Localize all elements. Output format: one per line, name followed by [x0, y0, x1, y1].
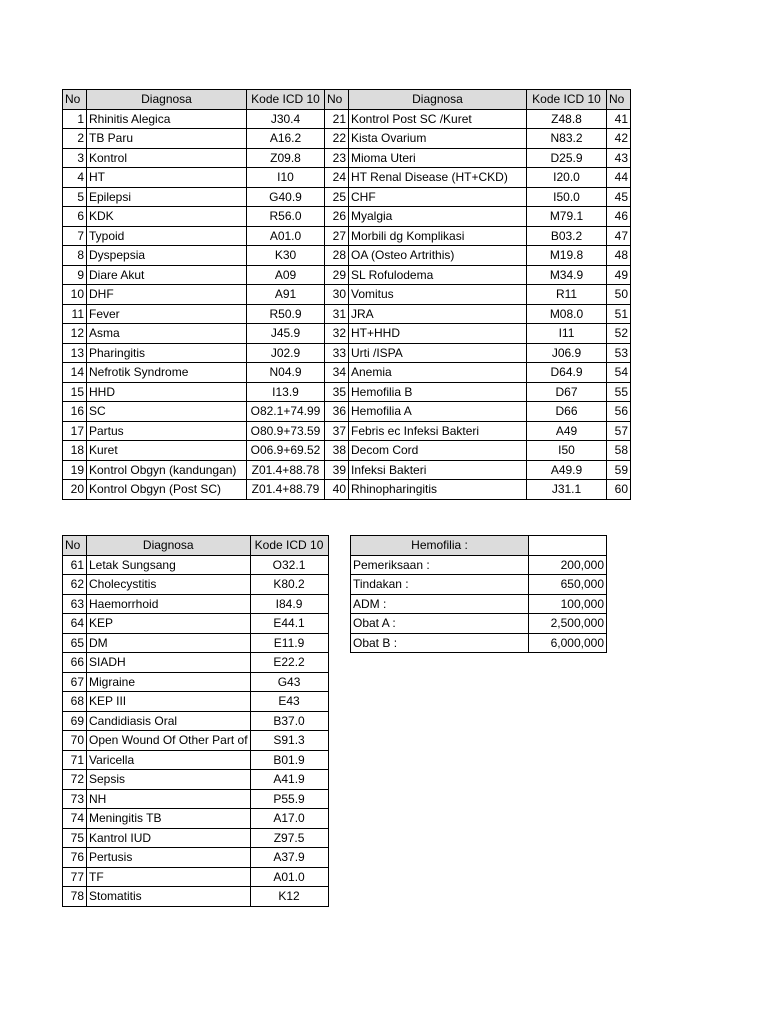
diagnosis-name: Partus	[87, 421, 247, 441]
row-number: 34	[325, 363, 349, 383]
icd-code: J30.4	[247, 109, 325, 129]
icd-code: G43	[250, 672, 328, 692]
cost-label: Pemeriksaan :	[351, 555, 529, 575]
icd-code: I13.9	[247, 382, 325, 402]
cost-label: ADM :	[351, 594, 529, 614]
table-row	[63, 324, 631, 344]
icd-code: K12	[250, 887, 328, 907]
icd-code: O32.1	[250, 555, 328, 575]
header-no: No	[63, 536, 87, 556]
diagnosis-name: Diare Akut	[87, 265, 247, 285]
diagnosis-name: TF	[87, 867, 251, 887]
icd-code: A17.0	[250, 809, 328, 829]
header-no: No	[607, 90, 631, 110]
icd-code: D64.9	[527, 363, 607, 383]
diagnosis-name: JRA	[349, 304, 527, 324]
row-number: 16	[63, 402, 87, 422]
diagnosis-name: Morbili dg Komplikasi	[349, 226, 527, 246]
diagnosis-name: Urti /ISPA	[349, 343, 527, 363]
table-row	[351, 614, 607, 634]
row-number: 25	[325, 187, 349, 207]
icd-code: A16.2	[247, 129, 325, 149]
table-row	[351, 633, 607, 653]
icd-code: R11	[527, 285, 607, 305]
row-number: 35	[325, 382, 349, 402]
icd-code: J06.9	[527, 343, 607, 363]
table-row	[63, 555, 329, 575]
row-number: 66	[63, 653, 87, 673]
table-row	[63, 207, 631, 227]
table-row	[63, 363, 631, 383]
diagnosis-name: Hemofilia A	[349, 402, 527, 422]
row-number: 22	[325, 129, 349, 149]
icd-code: B37.0	[250, 711, 328, 731]
icd-code: G40.9	[247, 187, 325, 207]
icd-code: E11.9	[250, 633, 328, 653]
diagnosis-name: SL Rofulodema	[349, 265, 527, 285]
icd-code: A41.9	[250, 770, 328, 790]
table-row	[351, 594, 607, 614]
cost-value: 200,000	[529, 555, 607, 575]
table-row	[63, 460, 631, 480]
diagnosis-name: Asma	[87, 324, 247, 344]
table-row	[63, 246, 631, 266]
icd-code: O06.9+69.52	[247, 441, 325, 461]
icd-code: I10	[247, 168, 325, 188]
header-no: No	[325, 90, 349, 110]
row-number: 51	[607, 304, 631, 324]
row-number: 1	[63, 109, 87, 129]
row-number: 19	[63, 460, 87, 480]
row-number: 23	[325, 148, 349, 168]
diagnosis-name: HT+HHD	[349, 324, 527, 344]
icd-code: K30	[247, 246, 325, 266]
row-number: 5	[63, 187, 87, 207]
header-kode: Kode ICD 10	[250, 536, 328, 556]
row-number: 45	[607, 187, 631, 207]
row-number: 32	[325, 324, 349, 344]
header-blank	[529, 536, 607, 556]
diagnosis-name: Stomatitis	[87, 887, 251, 907]
diagnosis-name: Anemia	[349, 363, 527, 383]
hemofilia-cost-table	[350, 535, 607, 653]
header-diagnosa: Diagnosa	[87, 536, 251, 556]
row-number: 8	[63, 246, 87, 266]
table-row	[63, 672, 329, 692]
table-row	[63, 770, 329, 790]
diagnosis-name: SC	[87, 402, 247, 422]
row-number: 30	[325, 285, 349, 305]
table-row	[63, 867, 329, 887]
diagnosis-name: Kontrol Obgyn (kandungan)	[87, 460, 247, 480]
icd-code: M19.8	[527, 246, 607, 266]
icd-code: A09	[247, 265, 325, 285]
row-number: 40	[325, 480, 349, 500]
row-number: 70	[63, 731, 87, 751]
row-number: 31	[325, 304, 349, 324]
row-number: 33	[325, 343, 349, 363]
row-number: 44	[607, 168, 631, 188]
table-row	[63, 750, 329, 770]
row-number: 63	[63, 594, 87, 614]
diagnosis-name: Kontrol Post SC /Kuret	[349, 109, 527, 129]
icd-code: J02.9	[247, 343, 325, 363]
diagnosis-name: Decom Cord	[349, 441, 527, 461]
icd-code: B03.2	[527, 226, 607, 246]
icd-code: M79.1	[527, 207, 607, 227]
icd-code: A01.0	[247, 226, 325, 246]
table-header-row	[351, 536, 607, 556]
table-row	[63, 285, 631, 305]
icd-code: N04.9	[247, 363, 325, 383]
table-row	[63, 711, 329, 731]
row-number: 13	[63, 343, 87, 363]
cost-value: 100,000	[529, 594, 607, 614]
row-number: 36	[325, 402, 349, 422]
icd-code: D66	[527, 402, 607, 422]
row-number: 64	[63, 614, 87, 634]
icd-code: R50.9	[247, 304, 325, 324]
diagnosis-name: Sepsis	[87, 770, 251, 790]
table-row	[63, 226, 631, 246]
table-row	[63, 187, 631, 207]
row-number: 60	[607, 480, 631, 500]
row-number: 24	[325, 168, 349, 188]
diagnosis-name: Mioma Uteri	[349, 148, 527, 168]
row-number: 26	[325, 207, 349, 227]
diagnosis-name: Pertusis	[87, 848, 251, 868]
row-number: 11	[63, 304, 87, 324]
row-number: 53	[607, 343, 631, 363]
table-row	[63, 848, 329, 868]
diagnosis-name: DM	[87, 633, 251, 653]
diagnosis-name: Open Wound Of Other Part of	[87, 731, 251, 751]
row-number: 2	[63, 129, 87, 149]
diagnosis-table-secondary	[62, 535, 329, 907]
diagnosis-name: Vomitus	[349, 285, 527, 305]
diagnosis-name: HHD	[87, 382, 247, 402]
table-header-row	[63, 536, 329, 556]
diagnosis-name: Hemofilia B	[349, 382, 527, 402]
row-number: 39	[325, 460, 349, 480]
icd-code: A49.9	[527, 460, 607, 480]
icd-code: I11	[527, 324, 607, 344]
table-row	[63, 129, 631, 149]
diagnosis-name: Candidiasis Oral	[87, 711, 251, 731]
cost-value: 2,500,000	[529, 614, 607, 634]
table-row	[63, 692, 329, 712]
icd-code: N83.2	[527, 129, 607, 149]
header-diagnosa: Diagnosa	[349, 90, 527, 110]
cost-value: 650,000	[529, 575, 607, 595]
diagnosis-name: Pharingitis	[87, 343, 247, 363]
diagnosis-name: Myalgia	[349, 207, 527, 227]
icd-code: A91	[247, 285, 325, 305]
diagnosis-name: KDK	[87, 207, 247, 227]
row-number: 17	[63, 421, 87, 441]
row-number: 27	[325, 226, 349, 246]
row-number: 62	[63, 575, 87, 595]
row-number: 21	[325, 109, 349, 129]
row-number: 72	[63, 770, 87, 790]
row-number: 77	[63, 867, 87, 887]
diagnosis-name: CHF	[349, 187, 527, 207]
table-row	[63, 109, 631, 129]
row-number: 67	[63, 672, 87, 692]
icd-code: K80.2	[250, 575, 328, 595]
diagnosis-name: Kontrol	[87, 148, 247, 168]
diagnosis-name: Febris ec Infeksi Bakteri	[349, 421, 527, 441]
diagnosis-name: Infeksi Bakteri	[349, 460, 527, 480]
icd-code: M34.9	[527, 265, 607, 285]
cost-value: 6,000,000	[529, 633, 607, 653]
table-header-row	[63, 90, 631, 110]
row-number: 68	[63, 692, 87, 712]
row-number: 38	[325, 441, 349, 461]
icd-code: E43	[250, 692, 328, 712]
row-number: 43	[607, 148, 631, 168]
diagnosis-name: Epilepsi	[87, 187, 247, 207]
diagnosis-name: HT	[87, 168, 247, 188]
row-number: 15	[63, 382, 87, 402]
icd-code: Z97.5	[250, 828, 328, 848]
diagnosis-name: Letak Sungsang	[87, 555, 251, 575]
icd-code: A01.0	[250, 867, 328, 887]
table-row	[63, 168, 631, 188]
row-number: 71	[63, 750, 87, 770]
row-number: 78	[63, 887, 87, 907]
table-row	[63, 382, 631, 402]
diagnosis-name: Kontrol Obgyn (Post SC)	[87, 480, 247, 500]
table-row	[63, 402, 631, 422]
row-number: 54	[607, 363, 631, 383]
diagnosis-name: Varicella	[87, 750, 251, 770]
icd-code: E22.2	[250, 653, 328, 673]
row-number: 18	[63, 441, 87, 461]
row-number: 41	[607, 109, 631, 129]
row-number: 52	[607, 324, 631, 344]
row-number: 9	[63, 265, 87, 285]
row-number: 6	[63, 207, 87, 227]
diagnosis-name: OA (Osteo Artrithis)	[349, 246, 527, 266]
table-row	[351, 575, 607, 595]
icd-code: Z01.4+88.79	[247, 480, 325, 500]
diagnosis-name: Rhinitis Alegica	[87, 109, 247, 129]
table-row	[63, 148, 631, 168]
diagnosis-name: Nefrotik Syndrome	[87, 363, 247, 383]
diagnosis-name: Kuret	[87, 441, 247, 461]
row-number: 7	[63, 226, 87, 246]
icd-code: A49	[527, 421, 607, 441]
row-number: 56	[607, 402, 631, 422]
diagnosis-name: Kista Ovarium	[349, 129, 527, 149]
diagnosis-name: TB Paru	[87, 129, 247, 149]
icd-code: B01.9	[250, 750, 328, 770]
table-row	[63, 594, 329, 614]
row-number: 14	[63, 363, 87, 383]
row-number: 47	[607, 226, 631, 246]
diagnosis-name: DHF	[87, 285, 247, 305]
cost-label: Obat A :	[351, 614, 529, 634]
table-row	[63, 653, 329, 673]
row-number: 48	[607, 246, 631, 266]
icd-code: I50.0	[527, 187, 607, 207]
icd-code: J31.1	[527, 480, 607, 500]
diagnosis-name: Migraine	[87, 672, 251, 692]
icd-code: O80.9+73.59	[247, 421, 325, 441]
diagnosis-name: KEP	[87, 614, 251, 634]
row-number: 69	[63, 711, 87, 731]
row-number: 42	[607, 129, 631, 149]
row-number: 49	[607, 265, 631, 285]
icd-code: E44.1	[250, 614, 328, 634]
diagnosis-name: Haemorrhoid	[87, 594, 251, 614]
table-row	[63, 304, 631, 324]
icd-code: I20.0	[527, 168, 607, 188]
header-diagnosa: Diagnosa	[87, 90, 247, 110]
table-row	[63, 441, 631, 461]
diagnosis-name: NH	[87, 789, 251, 809]
table-row	[63, 614, 329, 634]
row-number: 57	[607, 421, 631, 441]
row-number: 61	[63, 555, 87, 575]
row-number: 28	[325, 246, 349, 266]
icd-code: D67	[527, 382, 607, 402]
diagnosis-name: Typoid	[87, 226, 247, 246]
table-row	[63, 480, 631, 500]
icd-code: D25.9	[527, 148, 607, 168]
diagnosis-table-main	[62, 89, 631, 500]
row-number: 58	[607, 441, 631, 461]
header-kode: Kode ICD 10	[527, 90, 607, 110]
row-number: 59	[607, 460, 631, 480]
hemofilia-title: Hemofilia :	[351, 536, 529, 556]
header-no: No	[63, 90, 87, 110]
diagnosis-name: Kantrol IUD	[87, 828, 251, 848]
icd-code: M08.0	[527, 304, 607, 324]
table-row	[63, 575, 329, 595]
row-number: 76	[63, 848, 87, 868]
table-row	[63, 633, 329, 653]
icd-code: Z48.8	[527, 109, 607, 129]
row-number: 29	[325, 265, 349, 285]
row-number: 3	[63, 148, 87, 168]
header-kode: Kode ICD 10	[247, 90, 325, 110]
icd-code: I84.9	[250, 594, 328, 614]
diagnosis-name: Fever	[87, 304, 247, 324]
table-row	[351, 555, 607, 575]
row-number: 50	[607, 285, 631, 305]
icd-code: Z09.8	[247, 148, 325, 168]
table-row	[63, 343, 631, 363]
row-number: 10	[63, 285, 87, 305]
table-row	[63, 265, 631, 285]
icd-code: A37.9	[250, 848, 328, 868]
icd-code: O82.1+74.99	[247, 402, 325, 422]
diagnosis-name: Meningitis TB	[87, 809, 251, 829]
row-number: 20	[63, 480, 87, 500]
icd-code: R56.0	[247, 207, 325, 227]
cost-label: Obat B :	[351, 633, 529, 653]
icd-code: S91.3	[250, 731, 328, 751]
diagnosis-name: Cholecystitis	[87, 575, 251, 595]
diagnosis-name: KEP III	[87, 692, 251, 712]
row-number: 4	[63, 168, 87, 188]
table-row	[63, 421, 631, 441]
table-row	[63, 809, 329, 829]
diagnosis-name: Rhinopharingitis	[349, 480, 527, 500]
diagnosis-name: HT Renal Disease (HT+CKD)	[349, 168, 527, 188]
table-row	[63, 731, 329, 751]
row-number: 37	[325, 421, 349, 441]
row-number: 55	[607, 382, 631, 402]
icd-code: P55.9	[250, 789, 328, 809]
row-number: 46	[607, 207, 631, 227]
row-number: 73	[63, 789, 87, 809]
table-row	[63, 828, 329, 848]
diagnosis-name: Dyspepsia	[87, 246, 247, 266]
icd-code: Z01.4+88.78	[247, 460, 325, 480]
table-row	[63, 789, 329, 809]
row-number: 12	[63, 324, 87, 344]
cost-label: Tindakan :	[351, 575, 529, 595]
diagnosis-name: SIADH	[87, 653, 251, 673]
table-row	[63, 887, 329, 907]
row-number: 65	[63, 633, 87, 653]
icd-code: I50	[527, 441, 607, 461]
icd-code: J45.9	[247, 324, 325, 344]
row-number: 74	[63, 809, 87, 829]
row-number: 75	[63, 828, 87, 848]
